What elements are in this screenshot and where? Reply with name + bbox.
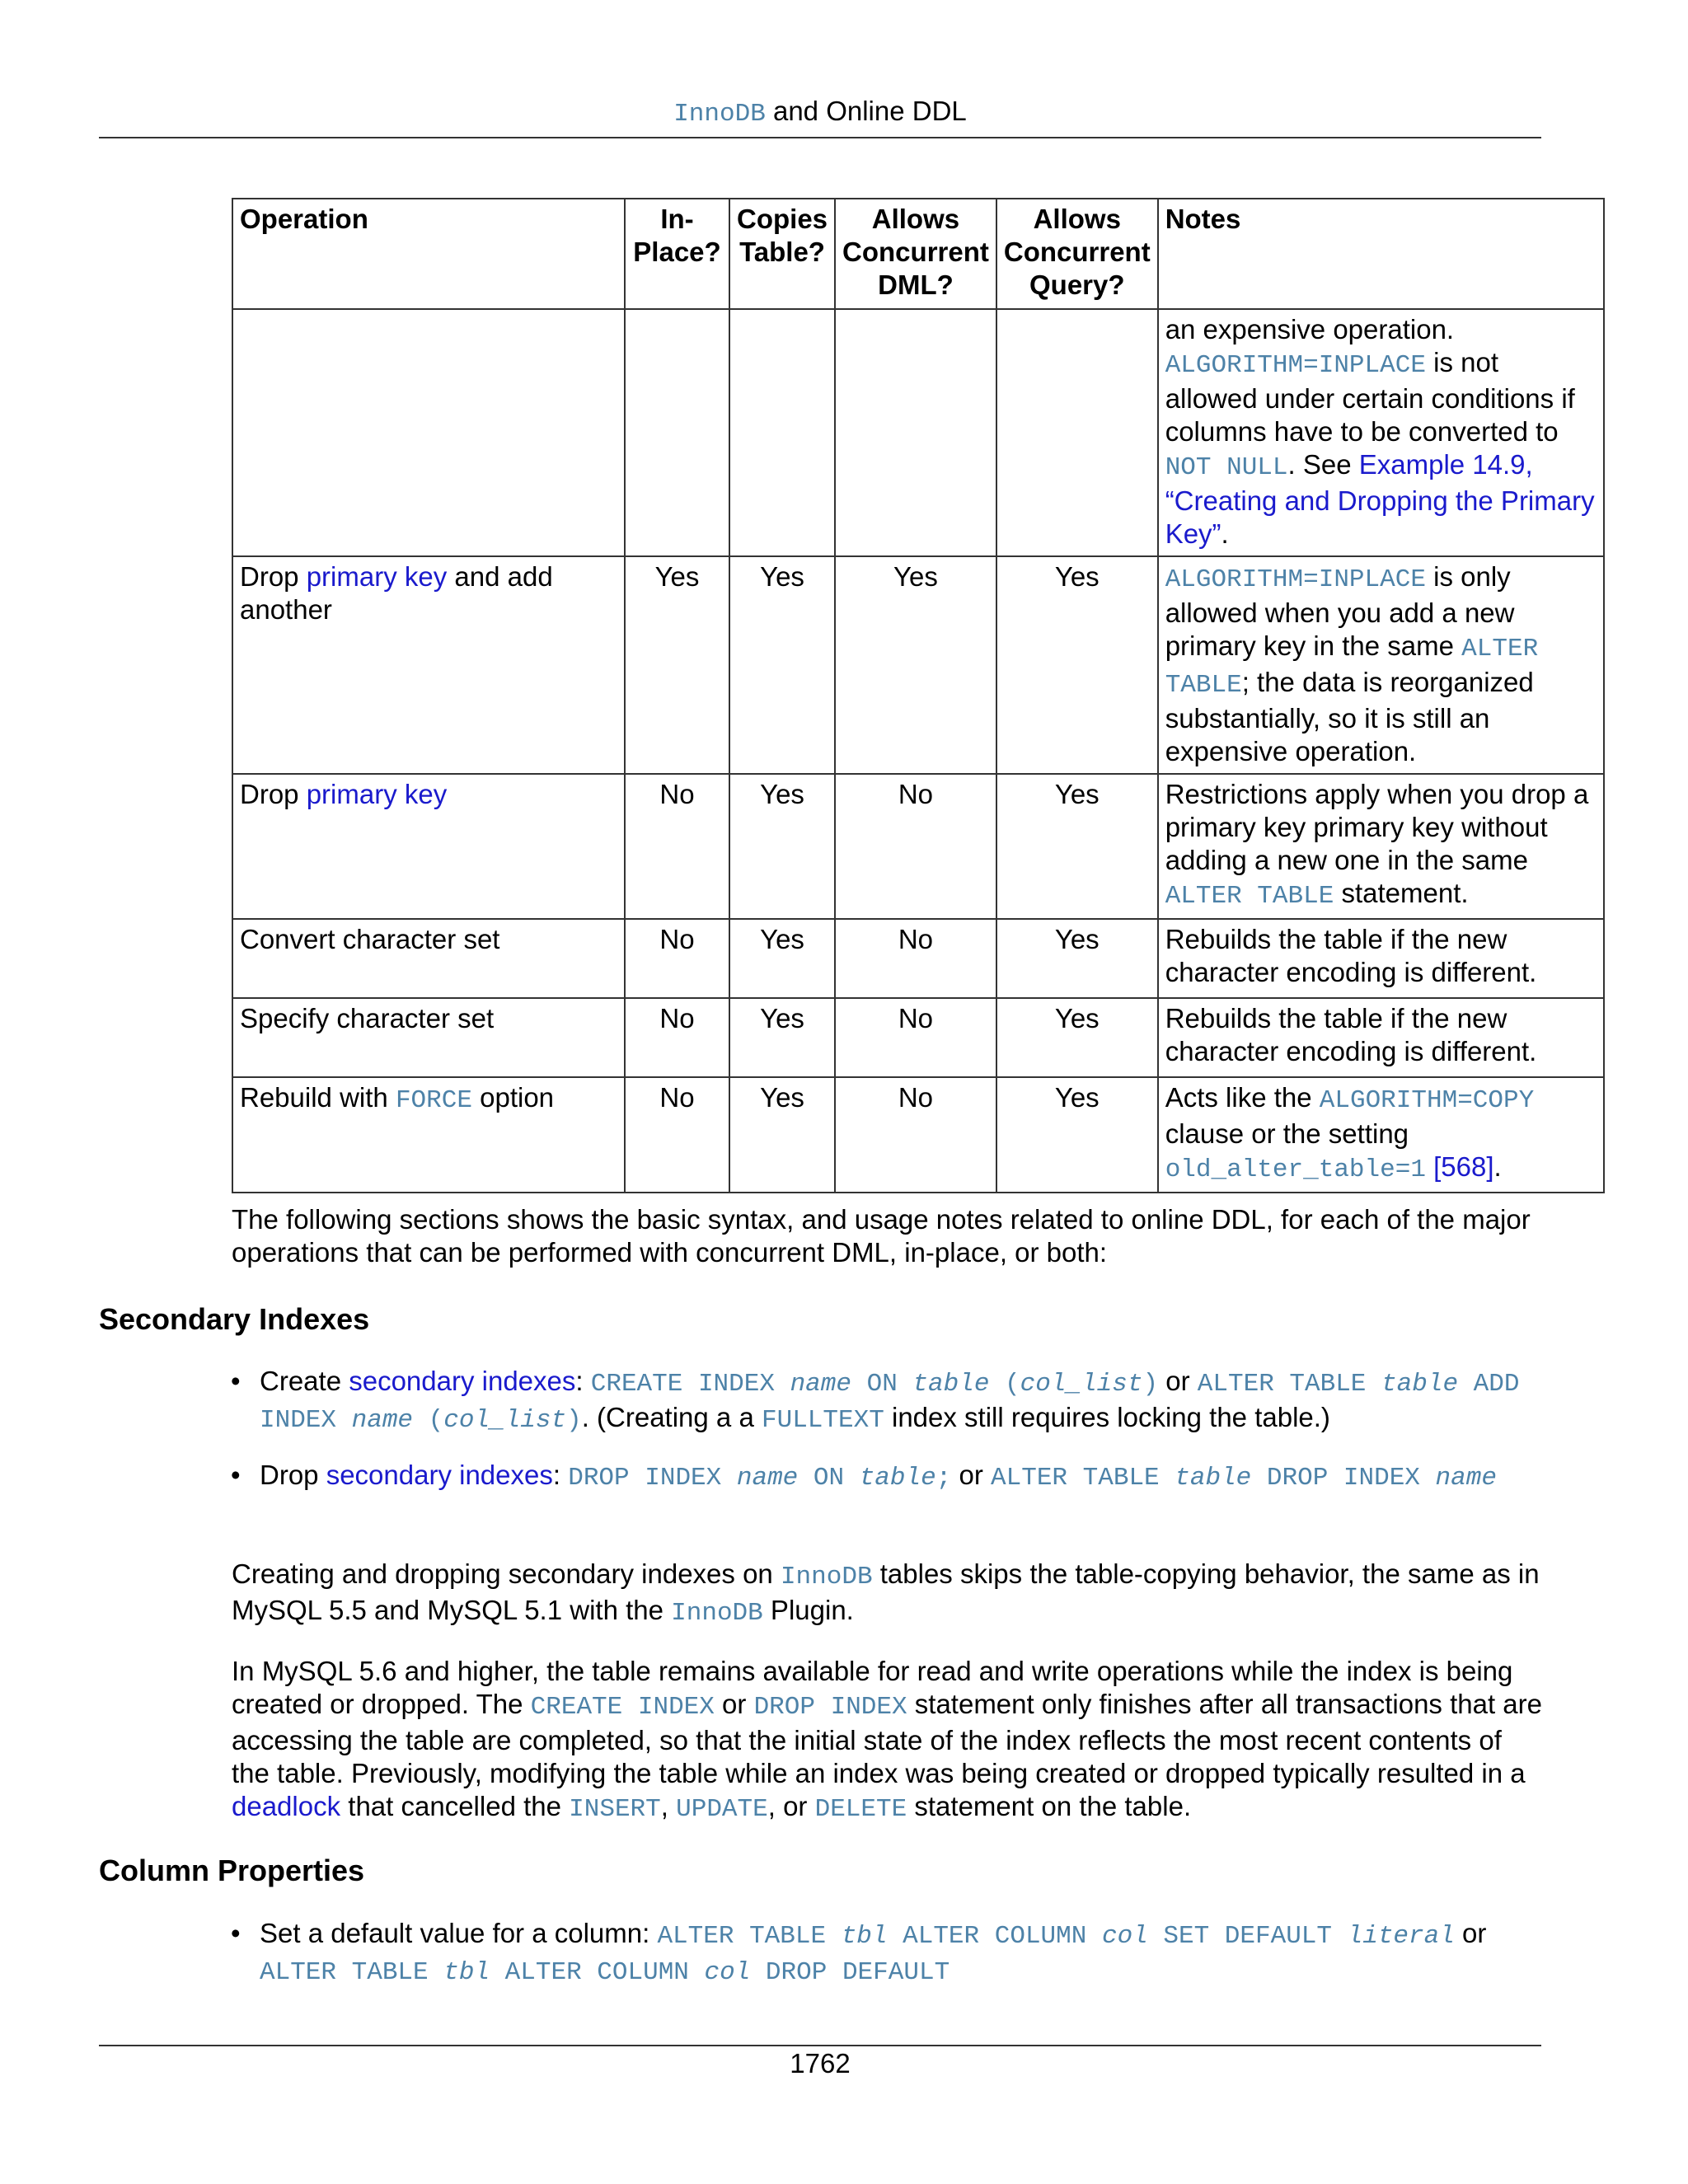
- cell-concurrent-query: Yes: [996, 556, 1158, 774]
- cell-operation: Drop primary key: [232, 774, 625, 919]
- cell-in-place: No: [625, 1077, 729, 1193]
- cell-concurrent-query: Yes: [996, 919, 1158, 998]
- table-header-row: [232, 199, 1604, 309]
- col-header-concurrent-query: Allows Concurrent Query?: [996, 199, 1158, 309]
- cell-notes: Acts like the ALGORITHM=COPY clause or the setting old_alter_table=1 [568].: [1158, 1077, 1604, 1193]
- cell-concurrent-query: Yes: [996, 774, 1158, 919]
- header-code: InnoDB: [673, 100, 766, 129]
- list-item: • Set a default value for a column: ALTER TABLE tbl ALTER COLUMN col SET DEFAULT literal or ALTER TABLE tbl ALTER COLUMN col DROP DEFAULT: [231, 1918, 1487, 1987]
- table-row-specify-charset: [232, 998, 1604, 1077]
- cell-concurrent-query: Yes: [996, 1077, 1158, 1193]
- bullet-icon: •: [231, 1460, 241, 1490]
- cell-concurrent-dml: No: [835, 998, 996, 1077]
- table-row-drop-add-primary-key: [232, 556, 1604, 774]
- col-header-concurrent-dml: Allows Concurrent DML?: [835, 199, 996, 309]
- section-heading-secondary-indexes: Secondary Indexes: [99, 1302, 370, 1336]
- cell-in-place: No: [625, 919, 729, 998]
- cell-notes: Rebuilds the table if the new character encoding is different.: [1158, 998, 1604, 1077]
- option-reference-568-link[interactable]: [568]: [1433, 1151, 1494, 1182]
- cell-operation: Rebuild with FORCE option: [232, 1077, 625, 1193]
- list-item: • Drop secondary indexes: DROP INDEX name ON table; or ALTER TABLE table DROP INDEX name: [231, 1460, 1497, 1493]
- cell-notes: Rebuilds the table if the new character encoding is different.: [1158, 919, 1604, 998]
- col-header-notes: Notes: [1158, 199, 1604, 309]
- table-row-drop-primary-key: [232, 774, 1604, 919]
- header-text: and Online DDL: [765, 96, 967, 126]
- table-row-continuation: [232, 309, 1604, 556]
- table-row-rebuild-force: [232, 1077, 1604, 1193]
- cell-empty: [625, 309, 729, 556]
- cell-in-place: Yes: [625, 556, 729, 774]
- secondary-indexes-link[interactable]: secondary indexes: [349, 1366, 576, 1396]
- cell-concurrent-dml: Yes: [835, 556, 996, 774]
- cell-concurrent-dml: No: [835, 1077, 996, 1193]
- example-14-9-link[interactable]: Example 14.9, “Creating and Dropping the Primary Key”: [1165, 449, 1595, 549]
- cell-notes: Restrictions apply when you drop a primary key primary key without adding a new one in the same ALTER TABLE statement.: [1158, 774, 1604, 919]
- cell-notes: ALGORITHM=INPLACE is only allowed when you add a new primary key in the same ALTER TABLE; the data is reorganized substantially, so it is still an expensive operation.: [1158, 556, 1604, 774]
- cell-notes: an expensive operation. ALGORITHM=INPLACE is not allowed under certain conditions if columns have to be converted to NOT NULL. See Example 14.9, “Creating and Dropping the Primary Key”.: [1158, 309, 1604, 556]
- cell-empty: [996, 309, 1158, 556]
- secondary-indexes-link[interactable]: secondary indexes: [326, 1460, 553, 1490]
- cell-copies-table: Yes: [729, 556, 835, 774]
- cell-in-place: No: [625, 998, 729, 1077]
- footer-rule: [99, 2045, 1541, 2046]
- primary-key-link[interactable]: primary key: [306, 779, 448, 809]
- cell-copies-table: Yes: [729, 919, 835, 998]
- cell-concurrent-dml: No: [835, 774, 996, 919]
- paragraph-mysql-56-availability: In MySQL 5.6 and higher, the table remains available for read and write operations while the index is being created or dropped. The CREATE INDEX or DROP INDEX statement only finishes after all transactions that are accessing the table are completed, so that the initial state of the index reflects the most recent contents of the table. Previously, modifying the table while an index was being created or dropped typically resulted in a deadlock that cancelled the INSERT, UPDATE, or DELETE statement on the table.: [232, 1656, 1543, 1824]
- cell-concurrent-query: Yes: [996, 998, 1158, 1077]
- cell-operation: Drop primary key and add another: [232, 556, 625, 774]
- cell-copies-table: Yes: [729, 1077, 835, 1193]
- header-rule: [99, 137, 1541, 138]
- cell-operation: Convert character set: [232, 919, 625, 998]
- table-row-convert-charset: [232, 919, 1604, 998]
- cell-in-place: No: [625, 774, 729, 919]
- cell-concurrent-dml: No: [835, 919, 996, 998]
- deadlock-link[interactable]: deadlock: [232, 1791, 341, 1821]
- paragraph-innodb-index-copying: Creating and dropping secondary indexes on InnoDB tables skips the table-copying behavior, the same as in MySQL 5.5 and MySQL 5.1 with the InnoDB Plugin.: [232, 1558, 1540, 1628]
- running-header: [99, 96, 1541, 129]
- bullet-icon: •: [231, 1918, 241, 1948]
- col-header-in-place: In-Place?: [625, 199, 729, 309]
- intro-paragraph: The following sections shows the basic syntax, and usage notes related to online DDL, for each of the major operations that can be performed with concurrent DML, in-place, or both:: [232, 1204, 1531, 1268]
- cell-operation: Specify character set: [232, 998, 625, 1077]
- online-ddl-operations-table: [232, 198, 1605, 1193]
- cell-empty: [729, 309, 835, 556]
- list-item: • Create secondary indexes: CREATE INDEX name ON table (col_list) or ALTER TABLE table ADD INDEX name (col_list). (Creating a a FULLTEXT index still requires locking the table.): [231, 1366, 1520, 1435]
- page-number: 1762: [790, 2048, 851, 2079]
- col-header-operation: Operation: [232, 199, 625, 309]
- primary-key-link[interactable]: primary key: [306, 561, 448, 592]
- col-header-copies-table: Copies Table?: [729, 199, 835, 309]
- bullet-icon: •: [231, 1366, 241, 1396]
- cell-copies-table: Yes: [729, 998, 835, 1077]
- cell-empty: [232, 309, 625, 556]
- cell-copies-table: Yes: [729, 774, 835, 919]
- cell-empty: [835, 309, 996, 556]
- section-heading-column-properties: Column Properties: [99, 1854, 365, 1887]
